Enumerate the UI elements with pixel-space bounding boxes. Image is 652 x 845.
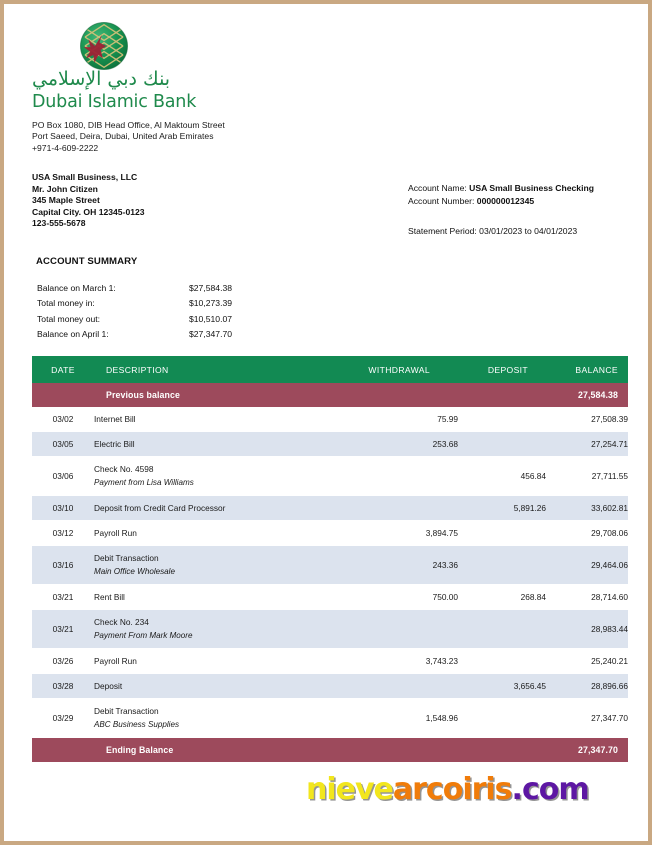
account-number-value: 000000012345 xyxy=(476,195,535,206)
row-deposit xyxy=(458,610,546,649)
row-description xyxy=(94,674,340,699)
row-withdrawal: 1,548.96 xyxy=(340,699,458,738)
bank-name-english: Dubai Islamic Bank xyxy=(32,92,197,112)
table-row xyxy=(32,457,628,496)
row-deposit: 268.84 xyxy=(458,585,546,610)
row-deposit xyxy=(458,546,546,585)
previous-balance-deposit xyxy=(458,383,546,407)
row-description xyxy=(94,546,340,585)
transactions-table xyxy=(32,356,628,762)
row-withdrawal: 3,743.23 xyxy=(340,649,458,674)
row-description xyxy=(94,649,340,674)
previous-balance-amount: 27,584.38 xyxy=(577,390,618,400)
row-withdrawal: 3,894.75 xyxy=(340,521,458,546)
account-info-block xyxy=(408,182,594,207)
row-date: 03/26 xyxy=(32,649,94,674)
ending-balance-withdrawal xyxy=(340,738,458,763)
row-date: 03/02 xyxy=(32,407,94,432)
account-summary-title: ACCOUNT SUMMARY xyxy=(36,256,138,267)
customer-company: USA Small Business, LLC xyxy=(32,172,138,182)
row-description-main: Internet Bill xyxy=(94,413,136,424)
table-row xyxy=(32,699,628,738)
row-withdrawal: 243.36 xyxy=(340,546,458,585)
account-number-row xyxy=(408,195,594,208)
table-row xyxy=(32,674,628,699)
row-withdrawal xyxy=(340,496,458,521)
bank-phone: +971-4-609-2222 xyxy=(32,142,99,153)
row-description xyxy=(94,432,340,457)
column-header-withdrawal: WITHDRAWAL xyxy=(340,356,458,383)
row-deposit: 5,891.26 xyxy=(458,496,546,521)
row-description xyxy=(94,585,340,610)
row-balance: 27,347.70 xyxy=(546,699,628,738)
statement-period: Statement Period: 03/01/2023 to 04/01/2023 xyxy=(408,226,578,236)
row-description-main: Check No. 234 xyxy=(94,617,149,628)
summary-label: Total money out: xyxy=(37,313,101,324)
previous-balance-date xyxy=(32,383,94,407)
row-balance: 25,240.21 xyxy=(546,649,628,674)
table-row xyxy=(32,546,628,585)
row-balance: 28,714.60 xyxy=(546,585,628,610)
row-description xyxy=(94,407,340,432)
watermark-part-2: arcoiris xyxy=(392,772,512,807)
row-date: 03/12 xyxy=(32,521,94,546)
row-balance: 27,508.39 xyxy=(546,407,628,432)
row-balance: 28,896.66 xyxy=(546,674,628,699)
row-deposit: 456.84 xyxy=(458,457,546,496)
customer-address-block xyxy=(32,172,145,230)
row-balance: 29,708.06 xyxy=(546,521,628,546)
row-description-main: Deposit from Credit Card Processor xyxy=(94,502,226,513)
row-deposit: 3,656.45 xyxy=(458,674,546,699)
summary-row xyxy=(37,327,232,342)
row-description-main: Check No. 4598 xyxy=(94,464,154,475)
row-balance: 29,464.06 xyxy=(546,546,628,585)
account-name-value: USA Small Business Checking xyxy=(469,183,594,193)
summary-label: Total money in: xyxy=(37,298,95,309)
table-header xyxy=(32,356,628,383)
ending-balance-date xyxy=(32,738,94,763)
row-description-sub: Main Office Wholesale xyxy=(94,566,175,576)
row-deposit xyxy=(458,432,546,457)
ending-balance-deposit xyxy=(458,738,546,763)
row-deposit xyxy=(458,521,546,546)
row-deposit xyxy=(458,407,546,432)
row-deposit xyxy=(458,699,546,738)
table-row xyxy=(32,432,628,457)
row-withdrawal xyxy=(340,457,458,496)
row-description xyxy=(94,610,340,649)
row-balance: 27,711.55 xyxy=(546,457,628,496)
table-row xyxy=(32,585,628,610)
row-description-sub: ABC Business Supplies xyxy=(94,719,180,729)
row-date: 03/10 xyxy=(32,496,94,521)
row-description-sub: Payment From Mark Moore xyxy=(94,630,193,640)
row-date: 03/29 xyxy=(32,699,94,738)
row-description-main: Deposit xyxy=(94,680,123,691)
row-description xyxy=(94,521,340,546)
statement-body xyxy=(4,4,648,841)
customer-phone: 123-555-5678 xyxy=(32,218,86,229)
row-description-main: Debit Transaction xyxy=(94,553,159,564)
row-withdrawal: 253.68 xyxy=(340,432,458,457)
previous-balance-label: Previous balance xyxy=(106,390,180,400)
row-description-main: Debit Transaction xyxy=(94,706,159,717)
column-header-description: DESCRIPTION xyxy=(94,356,340,383)
table-row xyxy=(32,610,628,649)
row-description-main: Rent Bill xyxy=(94,591,125,602)
row-description-main: Payroll Run xyxy=(94,655,137,666)
logo-svg xyxy=(76,18,132,74)
customer-city-state-zip: Capital City. OH 12345-0123 xyxy=(32,206,145,217)
row-description xyxy=(94,699,340,738)
row-date: 03/16 xyxy=(32,546,94,585)
ending-balance-amount: 27,347.70 xyxy=(577,745,618,755)
account-summary-list xyxy=(37,281,232,342)
watermark-part-3: .com xyxy=(511,772,589,807)
row-balance: 27,254.71 xyxy=(546,432,628,457)
watermark-part-1: nieve xyxy=(306,772,393,807)
customer-name: Mr. John Citizen xyxy=(32,183,98,194)
row-description xyxy=(94,496,340,521)
bank-address xyxy=(32,120,225,154)
summary-value: $27,347.70 xyxy=(189,328,233,339)
row-withdrawal xyxy=(340,674,458,699)
column-header-balance: BALANCE xyxy=(546,356,628,383)
row-withdrawal xyxy=(340,610,458,649)
row-withdrawal: 75.99 xyxy=(340,407,458,432)
row-date: 03/28 xyxy=(32,674,94,699)
dib-globe-logo-icon xyxy=(76,18,132,74)
ending-balance-row xyxy=(32,738,628,763)
summary-value: $27,584.38 xyxy=(189,283,233,293)
row-date: 03/21 xyxy=(32,610,94,649)
account-name-row xyxy=(408,182,594,195)
previous-balance-withdrawal xyxy=(340,383,458,407)
table-row xyxy=(32,407,628,432)
row-withdrawal: 750.00 xyxy=(340,585,458,610)
account-number-label: Account Number: xyxy=(408,195,475,206)
summary-value: $10,273.39 xyxy=(189,298,233,309)
bank-address-line-2: Port Saeed, Deira, Dubai, United Arab Emirates xyxy=(32,131,214,142)
summary-row xyxy=(37,281,232,296)
watermark xyxy=(306,772,589,807)
summary-label: Balance on March 1: xyxy=(37,283,116,293)
summary-label: Balance on April 1: xyxy=(37,328,109,339)
column-header-deposit: DEPOSIT xyxy=(458,356,546,383)
row-description xyxy=(94,457,340,496)
transactions-table-element xyxy=(32,356,628,762)
table-header-row xyxy=(32,356,628,383)
summary-row xyxy=(37,296,232,311)
row-date: 03/05 xyxy=(32,432,94,457)
account-name-label: Account Name: xyxy=(408,183,467,193)
table-body xyxy=(32,383,628,762)
column-header-date: DATE xyxy=(32,356,94,383)
row-deposit xyxy=(458,649,546,674)
summary-value: $10,510.07 xyxy=(189,313,233,324)
row-balance: 28,983.44 xyxy=(546,610,628,649)
row-description-main: Electric Bill xyxy=(94,438,135,449)
row-date: 03/21 xyxy=(32,585,94,610)
row-date: 03/06 xyxy=(32,457,94,496)
table-row xyxy=(32,521,628,546)
previous-balance-row xyxy=(32,383,628,407)
table-row xyxy=(32,649,628,674)
bank-name-arabic: بنك دبي الإسلامي xyxy=(32,68,171,90)
row-description-main: Payroll Run xyxy=(94,527,137,538)
bank-address-line-1: PO Box 1080, DIB Head Office, Al Maktoum Street xyxy=(32,120,225,130)
customer-street: 345 Maple Street xyxy=(32,195,100,206)
table-row xyxy=(32,496,628,521)
row-description-sub: Payment from Lisa Williams xyxy=(94,477,194,487)
ending-balance-label: Ending Balance xyxy=(106,745,174,755)
summary-row xyxy=(37,312,232,327)
row-balance: 33,602.81 xyxy=(546,496,628,521)
